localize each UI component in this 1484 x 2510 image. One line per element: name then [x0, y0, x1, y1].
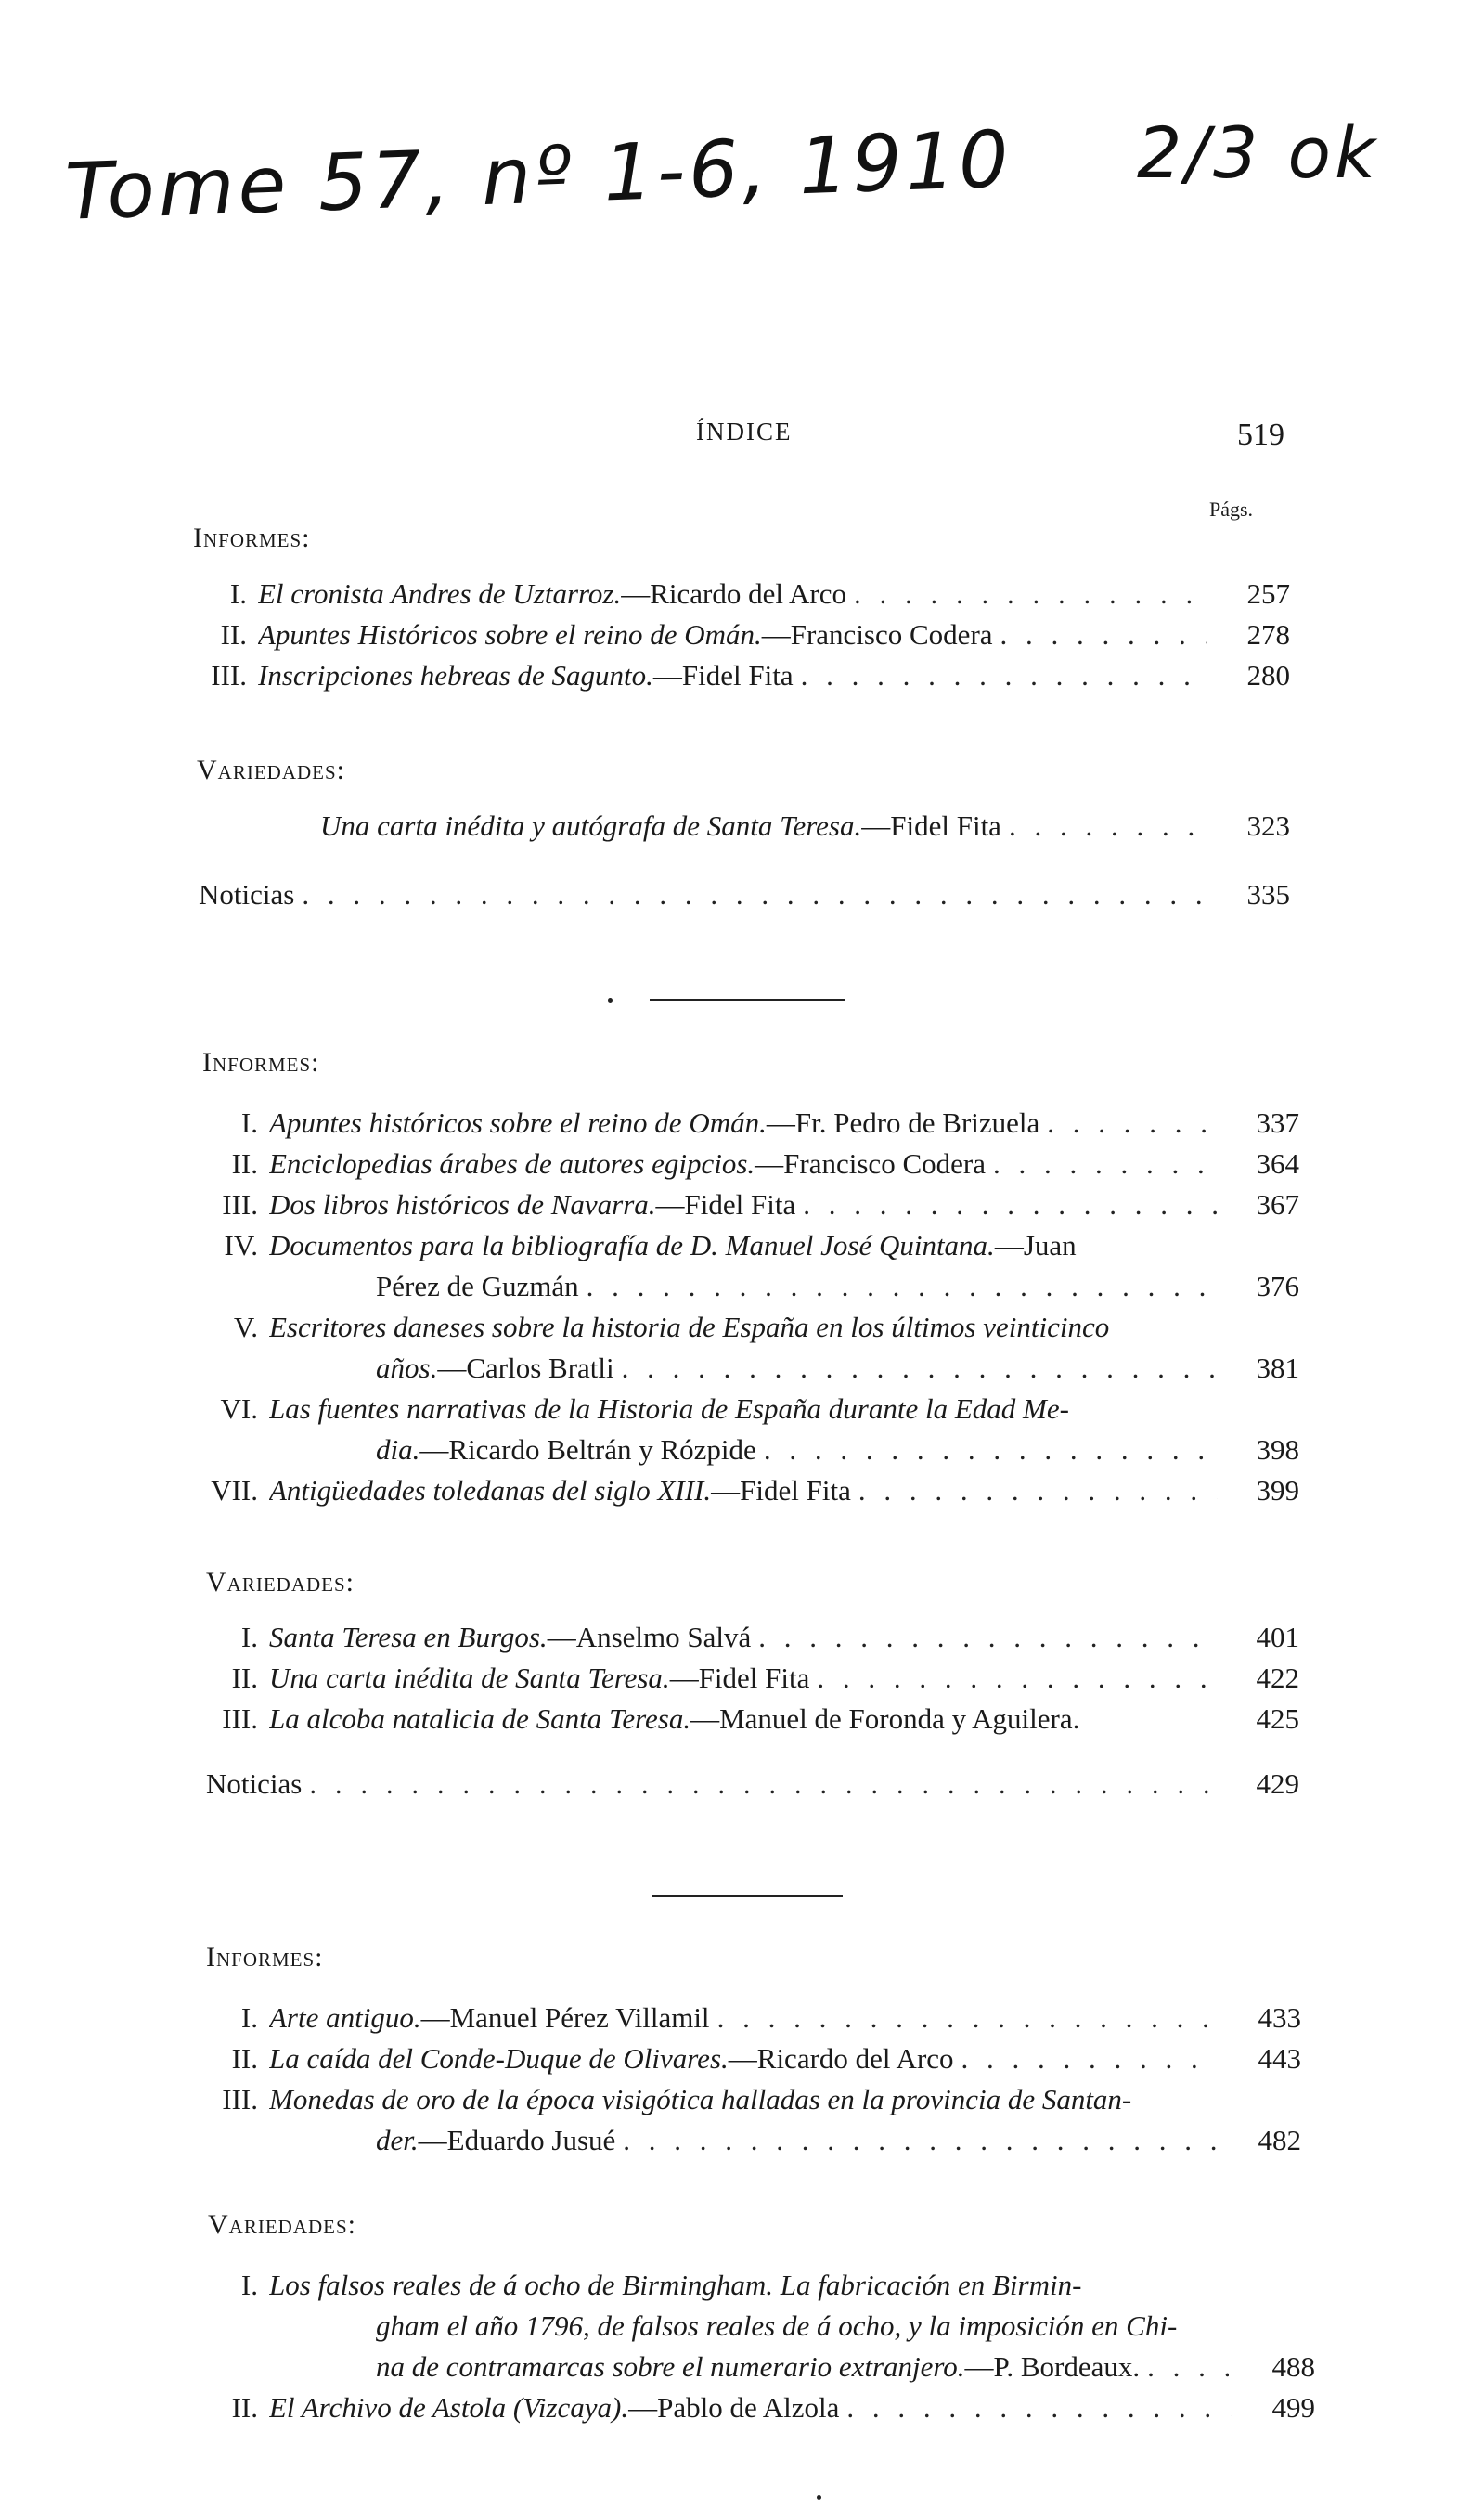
- entry-number: IV.: [224, 1229, 258, 1261]
- entry-title-continued: dia.: [376, 1433, 420, 1466]
- entry-number: I.: [240, 2001, 258, 2034]
- variedades-heading: Variedades:: [197, 755, 345, 785]
- entry-page: 425: [1256, 1702, 1299, 1735]
- entry-title: Apuntes Históricos sobre el reino de Omán.: [258, 618, 762, 651]
- entry-title: Dos libros históricos de Navarra.: [269, 1188, 656, 1221]
- entry-page: 488: [1271, 2350, 1315, 2383]
- entry-number: II.: [231, 2042, 258, 2075]
- decorative-dot: [608, 998, 613, 1003]
- entry-number: I.: [240, 2269, 258, 2301]
- entry-title: Antigüedades toledanas del siglo XIII.: [269, 1474, 712, 1507]
- entry-title: Los falsos reales de á ocho de Birmingham. La fabricación en Birmin-: [269, 2269, 1082, 2301]
- entry-author: —Pablo de Alzola: [628, 2391, 840, 2424]
- toc-entry: [206, 2265, 1315, 2387]
- entry-title: Arte antiguo.: [269, 2001, 421, 2034]
- entry-author: —Juan: [994, 1229, 1077, 1261]
- entry-number: II.: [231, 2391, 258, 2424]
- running-header: [0, 418, 1484, 473]
- entry-number: III.: [211, 659, 247, 692]
- entry-number: II.: [231, 1147, 258, 1180]
- entry-page: 381: [1256, 1352, 1299, 1384]
- entry-author: —Fidel Fita: [669, 1662, 810, 1694]
- informes-heading: Informes:: [206, 1942, 324, 1973]
- entry-page: 337: [1256, 1106, 1299, 1139]
- entry-title: Apuntes históricos sobre el reino de Omán.: [269, 1106, 767, 1139]
- entry-page: 257: [1246, 577, 1290, 610]
- entry-page: 401: [1256, 1621, 1299, 1653]
- entry-page: 323: [1246, 809, 1290, 842]
- decorative-dot: [817, 2495, 821, 2500]
- variedades-heading: Variedades:: [206, 1567, 355, 1598]
- entry-author: —Fidel Fita: [652, 659, 794, 692]
- entry-title: Santa Teresa en Burgos.: [269, 1621, 548, 1653]
- toc-entry: [206, 1225, 1301, 1307]
- entry-title-continued: na de contramarcas sobre el numerario extranjero.: [376, 2350, 965, 2383]
- entry-title: La caída del Conde-Duque de Olivares.: [269, 2042, 729, 2075]
- noticias-label: Noticias: [206, 1767, 303, 1800]
- entry-title: El cronista Andres de Uztarroz.: [258, 577, 622, 610]
- entry-author: —Eduardo Jusué: [418, 2124, 616, 2156]
- entry-page: 422: [1256, 1662, 1299, 1694]
- entry-number: II.: [220, 618, 247, 651]
- entry-title: Una carta inédita de Santa Teresa.: [269, 1662, 670, 1694]
- entry-author: —Ricardo del Arco: [621, 577, 847, 610]
- handwritten-check-note: 2/3 ok: [1137, 111, 1379, 194]
- entry-page: 482: [1258, 2124, 1301, 2156]
- entry-page: 499: [1271, 2391, 1315, 2424]
- entry-page: 278: [1246, 618, 1290, 651]
- entry-title-continued: años.: [376, 1352, 438, 1384]
- entry-author: —P. Bordeaux.: [964, 2350, 1141, 2383]
- entry-number: I.: [240, 1106, 258, 1139]
- entry-page: 335: [1246, 878, 1290, 911]
- entry-page: 429: [1256, 1767, 1299, 1800]
- entry-author: —Fr. Pedro de Brizuela: [766, 1106, 1040, 1139]
- entry-author: —Francisco Codera: [755, 1147, 986, 1180]
- entry-title: La alcoba natalicia de Santa Teresa.: [269, 1702, 691, 1735]
- entry-author: —Ricardo del Arco: [728, 2042, 954, 2075]
- entry-author: —Manuel Pérez Villamil: [420, 2001, 710, 2034]
- entry-page: 376: [1256, 1270, 1299, 1302]
- entry-title: Monedas de oro de la época visigótica halladas en la provincia de Santan-: [269, 2083, 1132, 2115]
- entry-title: Las fuentes narrativas de la Historia de España durante la Edad Me-: [269, 1392, 1069, 1425]
- entry-author: —Manuel de Foronda y Aguilera.: [690, 1702, 1080, 1735]
- entry-author: —Fidel Fita: [655, 1188, 796, 1221]
- entry-page: 367: [1256, 1188, 1299, 1221]
- toc-entry: [206, 2079, 1301, 2161]
- running-title: ÍNDICE: [696, 418, 793, 446]
- entry-number: III.: [222, 2083, 258, 2115]
- entry-number: VII.: [211, 1474, 258, 1507]
- entry-number: I.: [229, 577, 247, 610]
- entry-number: III.: [222, 1188, 258, 1221]
- entry-author: —Anselmo Salvá: [547, 1621, 752, 1653]
- entry-title: Documentos para la bibliografía de D. Manuel José Quintana.: [269, 1229, 995, 1261]
- entry-author: —Fidel Fita: [861, 809, 1001, 842]
- entry-title-continued: der.: [376, 2124, 419, 2156]
- entry-title: Enciclopedias árabes de autores egipcios.: [269, 1147, 755, 1180]
- entry-author: —Carlos Bratli: [437, 1352, 614, 1384]
- handwritten-volume-note: Tome 57, nº 1-6, 1910: [63, 113, 1014, 238]
- entry-page: 280: [1246, 659, 1290, 692]
- toc-entry: [206, 1389, 1301, 1470]
- informes-heading: Informes:: [202, 1047, 320, 1078]
- page-number: 519: [1237, 418, 1284, 452]
- pages-column-label: Págs.: [1209, 498, 1254, 521]
- entry-title-continued: gham el año 1796, de falsos reales de á ocho, y la imposición en Chi-: [376, 2309, 1178, 2342]
- informes-heading: Informes:: [193, 523, 311, 553]
- entry-title: Escritores daneses sobre la historia de España en los últimos veinticinco: [269, 1311, 1110, 1343]
- entry-page: 398: [1256, 1433, 1299, 1466]
- section-divider: [650, 999, 845, 1001]
- entry-author: —Fidel Fita: [711, 1474, 851, 1507]
- entry-author: —Ricardo Beltrán y Rózpide: [419, 1433, 756, 1466]
- noticias-label: Noticias: [199, 878, 295, 911]
- entry-title: Una carta inédita y autógrafa de Santa Teresa.: [320, 809, 862, 842]
- entry-title: El Archivo de Astola (Vizcaya).: [269, 2391, 629, 2424]
- entry-page: 399: [1256, 1474, 1299, 1507]
- entry-number: III.: [222, 1702, 258, 1735]
- entry-number: I.: [240, 1621, 258, 1653]
- entry-author-continued: Pérez de Guzmán: [376, 1270, 579, 1302]
- entry-number: VI.: [220, 1392, 258, 1425]
- entry-number: II.: [231, 1662, 258, 1694]
- entry-page: 443: [1258, 2042, 1301, 2075]
- entry-page: 364: [1256, 1147, 1299, 1180]
- section-divider: [652, 1895, 843, 1897]
- entry-author: —Francisco Codera: [761, 618, 993, 651]
- entry-page: 433: [1258, 2001, 1301, 2034]
- variedades-heading: Variedades:: [208, 2209, 356, 2240]
- toc-entry: [206, 1307, 1301, 1389]
- entry-number: V.: [233, 1311, 258, 1343]
- entry-title: Inscripciones hebreas de Sagunto.: [258, 659, 653, 692]
